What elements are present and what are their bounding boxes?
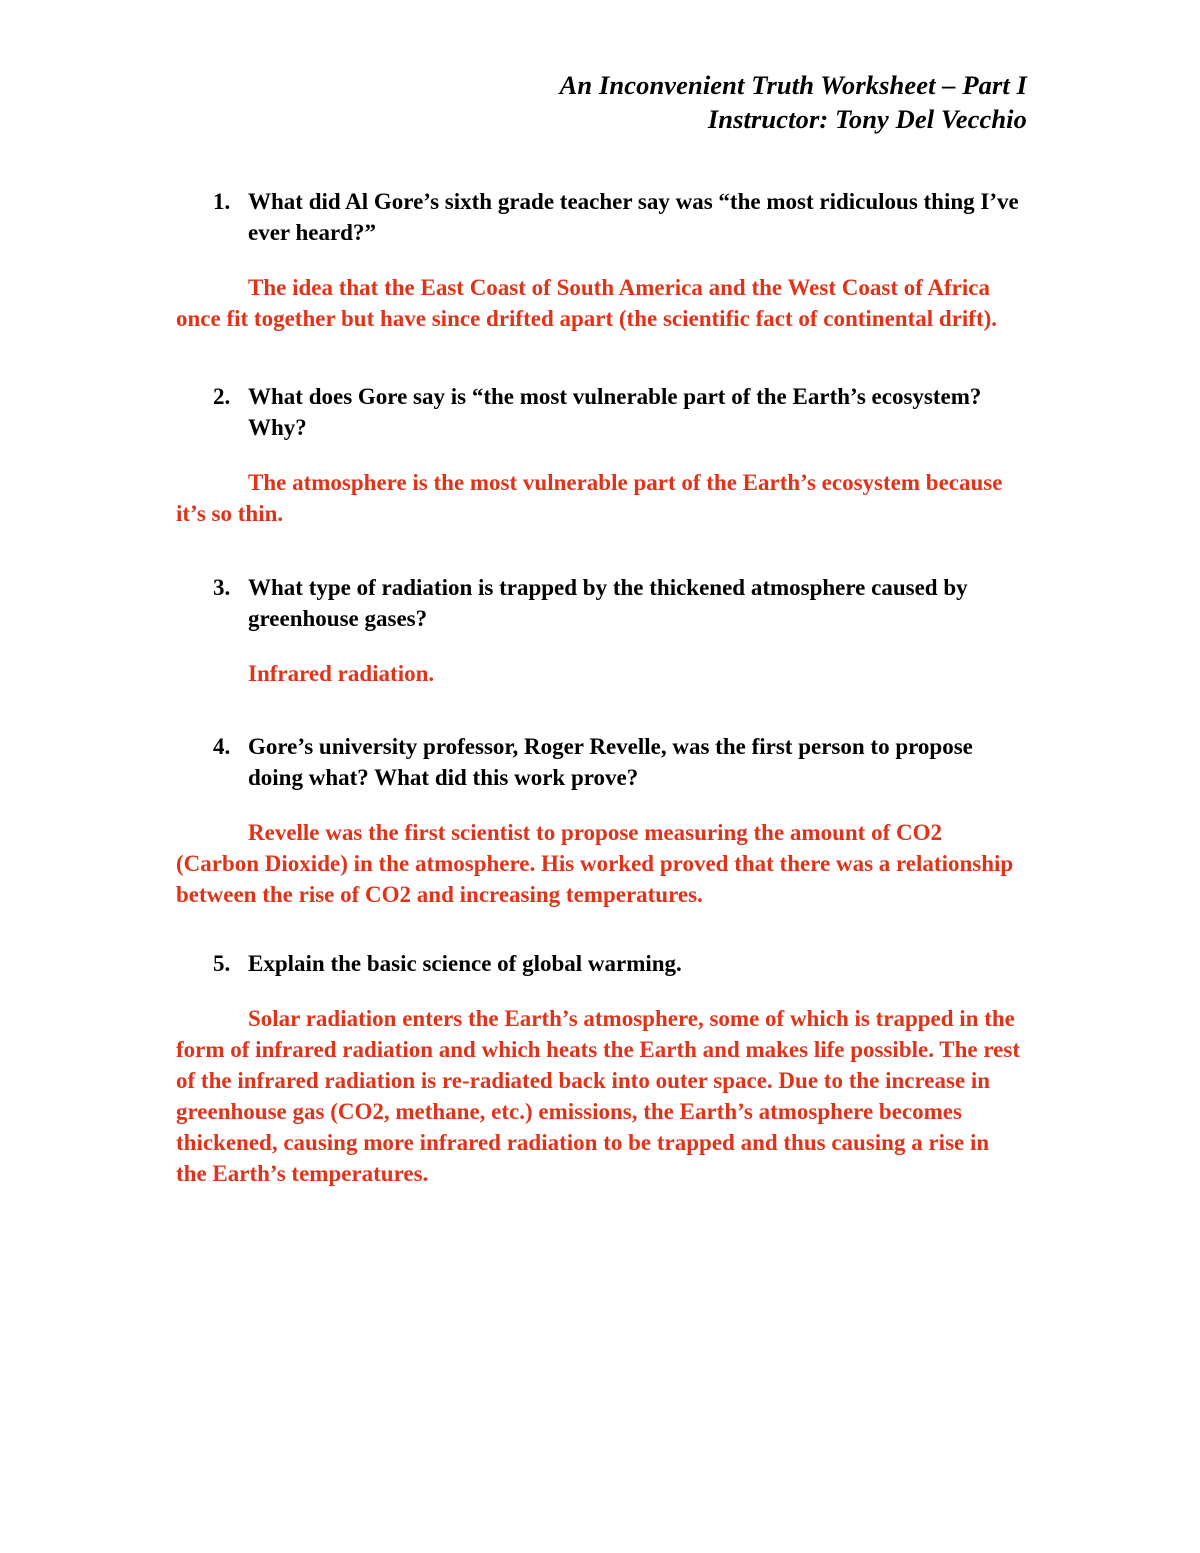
question-answer-block-5 <box>176 948 1026 1189</box>
question-text-5: Explain the basic science of global warming. <box>248 951 682 976</box>
question-answer-block-3 <box>176 572 1026 689</box>
instructor-line: Instructor: Tony Del Vecchio <box>707 104 1027 134</box>
question-number-3: 3. <box>213 575 231 600</box>
document-title: An Inconvenient Truth Worksheet – Part I <box>559 70 1027 100</box>
question-text-1: What did Al Gore’s sixth grade teacher say was “the most ridiculous thing I’ve ever heard?” <box>248 189 1019 245</box>
question-text-2: What does Gore say is “the most vulnerable part of the Earth’s ecosystem? Why? <box>248 384 982 440</box>
answer-text-1: The idea that the East Coast of South America and the West Coast of Africa once fit together but have since drifted apart (the scientific fact of continental drift). <box>176 275 998 331</box>
answer-text-5: Solar radiation enters the Earth’s atmosphere, some of which is trapped in the form of infrared radiation and which heats the Earth and makes life possible. The rest of the infrared radiation is re-radiated back into outer space. Due to the increase in greenhouse gas (CO2, methane, etc.) emissions, the Earth’s atmosphere becomes thickened, causing more infrared radiation to be trapped and thus causing a rise in the Earth’s temperatures. <box>176 1006 1021 1186</box>
worksheet-body <box>176 186 1026 1189</box>
question-text-4: Gore’s university professor, Roger Revelle, was the first person to propose doing what? What did this work prove? <box>248 734 973 790</box>
question-2 <box>176 381 1026 443</box>
question-1 <box>176 186 1026 248</box>
question-answer-block-1 <box>176 186 1026 334</box>
question-3 <box>176 572 1026 634</box>
question-5 <box>176 948 1026 979</box>
answer-text-3: Infrared radiation. <box>248 661 435 686</box>
answer-text-4: Revelle was the first scientist to propose measuring the amount of CO2 (Carbon Dioxide) in the atmosphere. His worked proved that there was a relationship between the rise of CO2 and increasing temperatures. <box>176 820 1014 907</box>
question-number-4: 4. <box>213 734 231 759</box>
question-answer-block-2 <box>176 381 1026 529</box>
question-answer-block-4 <box>176 731 1026 910</box>
document-header <box>0 68 1027 136</box>
question-number-1: 1. <box>213 189 231 214</box>
question-number-5: 5. <box>213 951 231 976</box>
question-4 <box>176 731 1026 793</box>
question-number-2: 2. <box>213 384 231 409</box>
question-text-3: What type of radiation is trapped by the thickened atmosphere caused by greenhouse gases? <box>248 575 968 631</box>
answer-text-2: The atmosphere is the most vulnerable part of the Earth’s ecosystem because it’s so thin. <box>176 470 1003 526</box>
